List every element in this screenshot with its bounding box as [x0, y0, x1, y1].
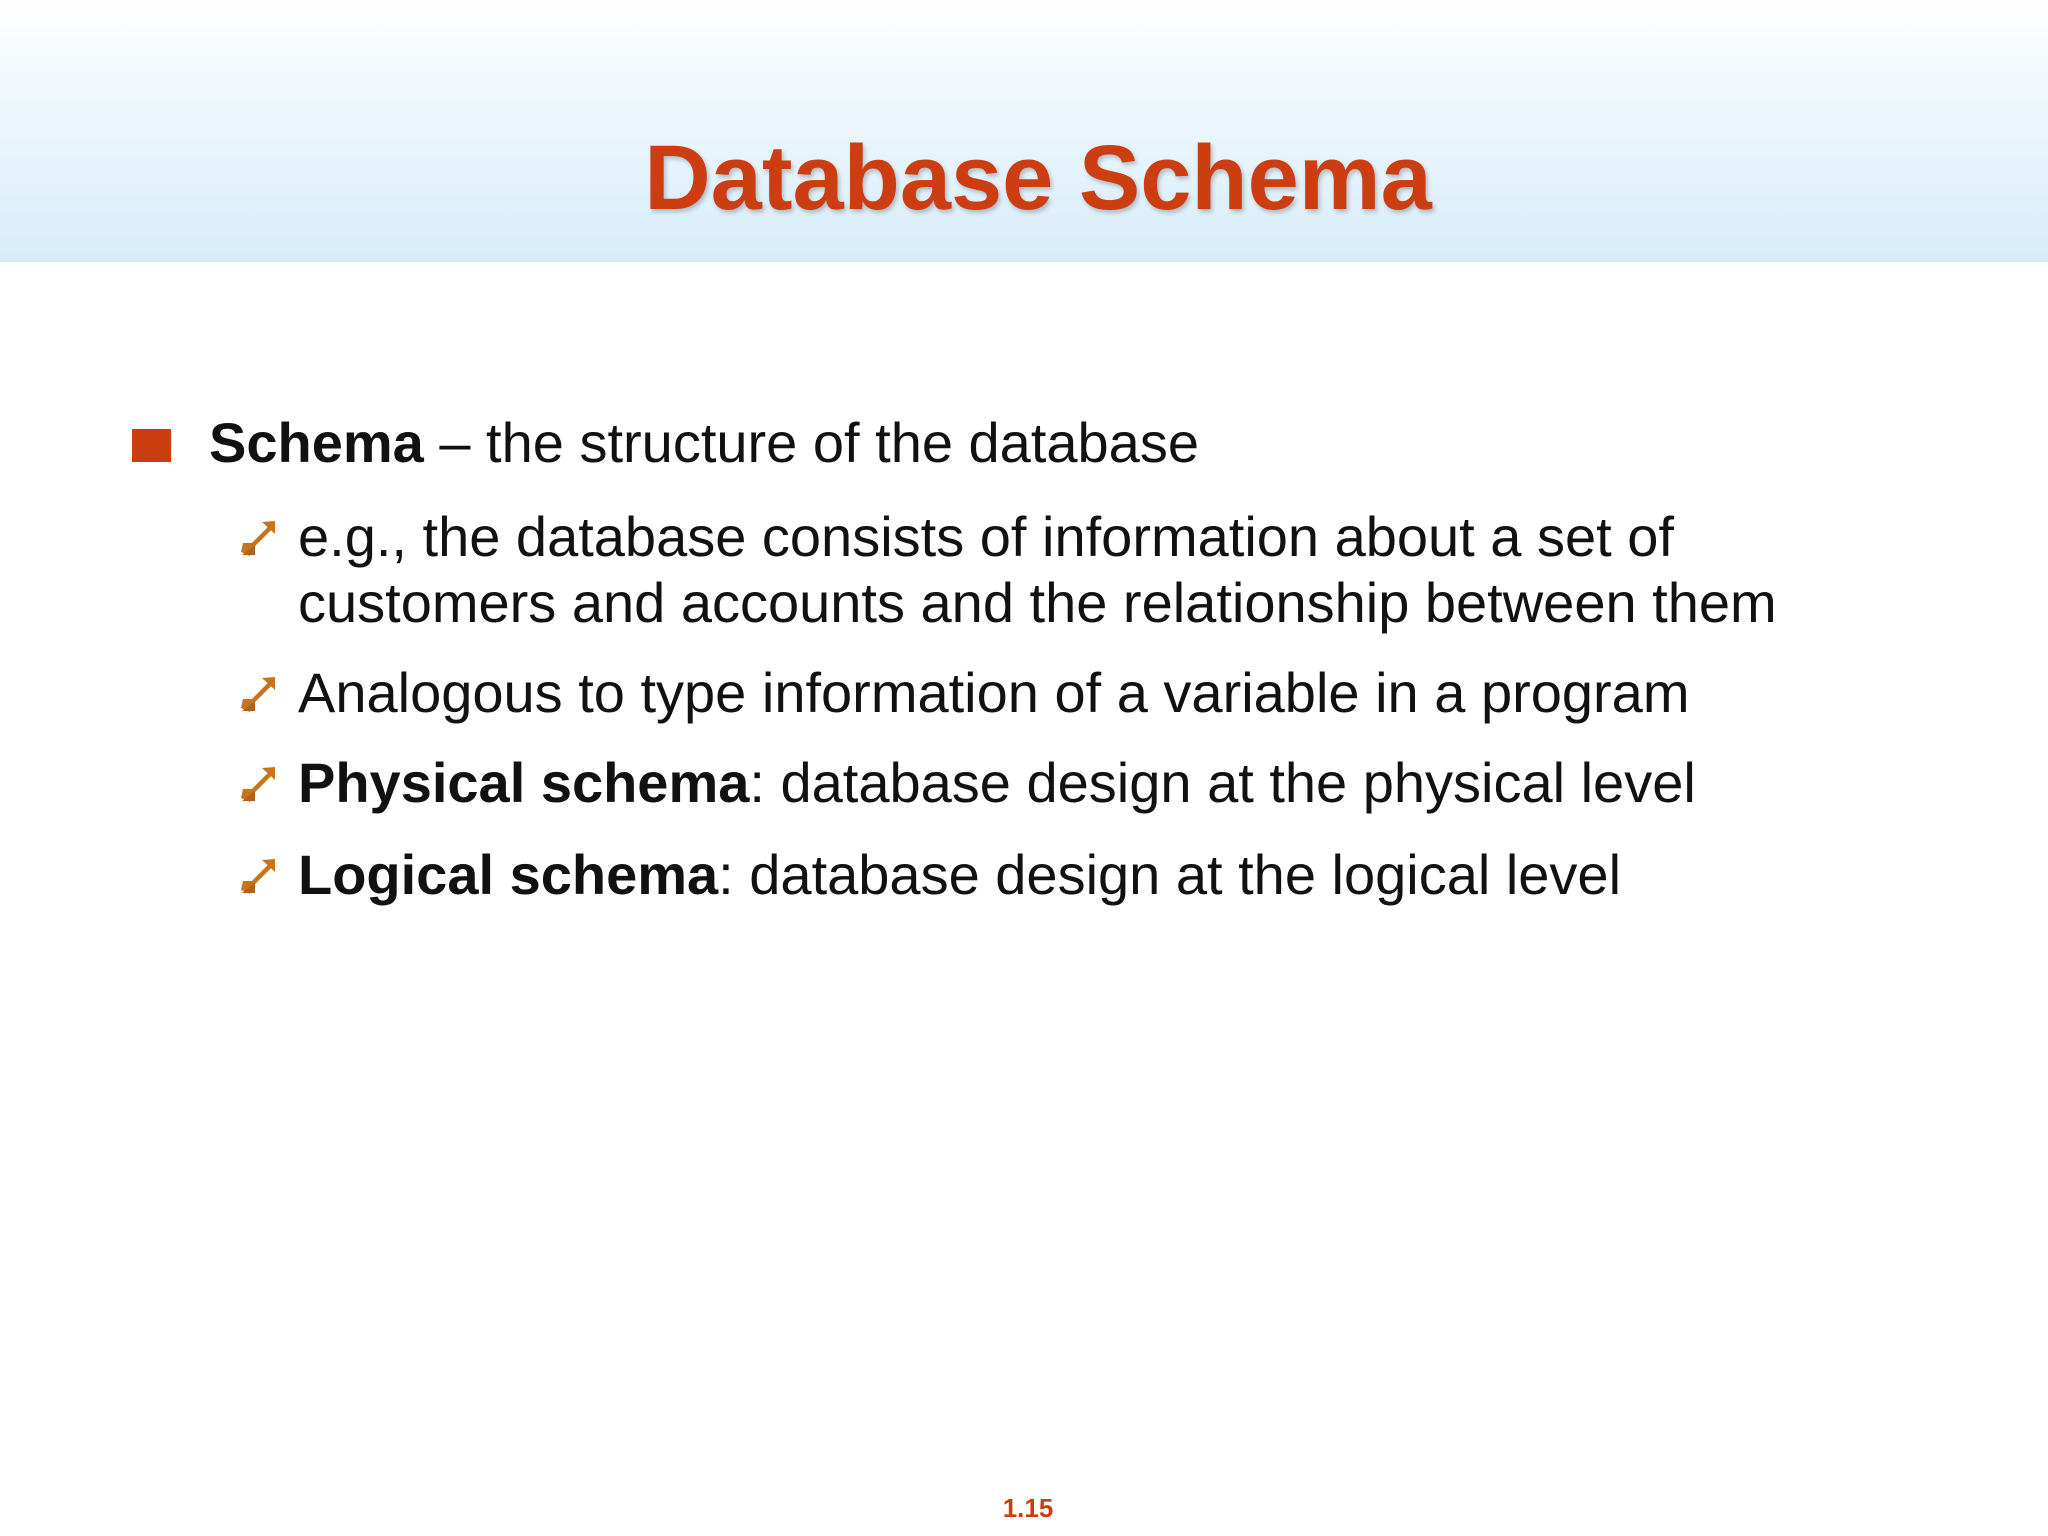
main-bullet-rest: – the structure of the database — [423, 411, 1199, 474]
arrow-bullet-icon — [240, 672, 282, 714]
sub-bullet-text: Analogous to type information of a variable in a program — [298, 661, 1690, 724]
main-bullet-term: Schema — [209, 411, 424, 474]
sub-bullet-text — [298, 750, 1878, 816]
arrow-bullet-icon — [240, 516, 282, 558]
sub-bullet-line: e.g., the database consists of information about a set of — [298, 505, 1674, 568]
square-bullet-icon — [132, 429, 171, 462]
sub-bullet-rest: : database design at the logical level — [718, 843, 1622, 906]
sub-bullet-line: customers and accounts and the relationship between them — [298, 571, 1777, 634]
sub-bullet-text — [298, 842, 1878, 908]
sub-bullet-rest: : database design at the physical level — [749, 751, 1696, 814]
slide-title: Database Schema — [644, 127, 1432, 229]
arrow-bullet-icon — [240, 854, 282, 896]
arrow-bullet-icon — [240, 762, 282, 804]
main-bullet-text — [209, 410, 1199, 476]
sub-bullet-term: Logical schema — [298, 843, 719, 906]
page-number: 1.15 — [1002, 1493, 1054, 1523]
sub-bullet-term: Physical schema — [298, 751, 750, 814]
sub-bullet-text — [298, 504, 1878, 636]
